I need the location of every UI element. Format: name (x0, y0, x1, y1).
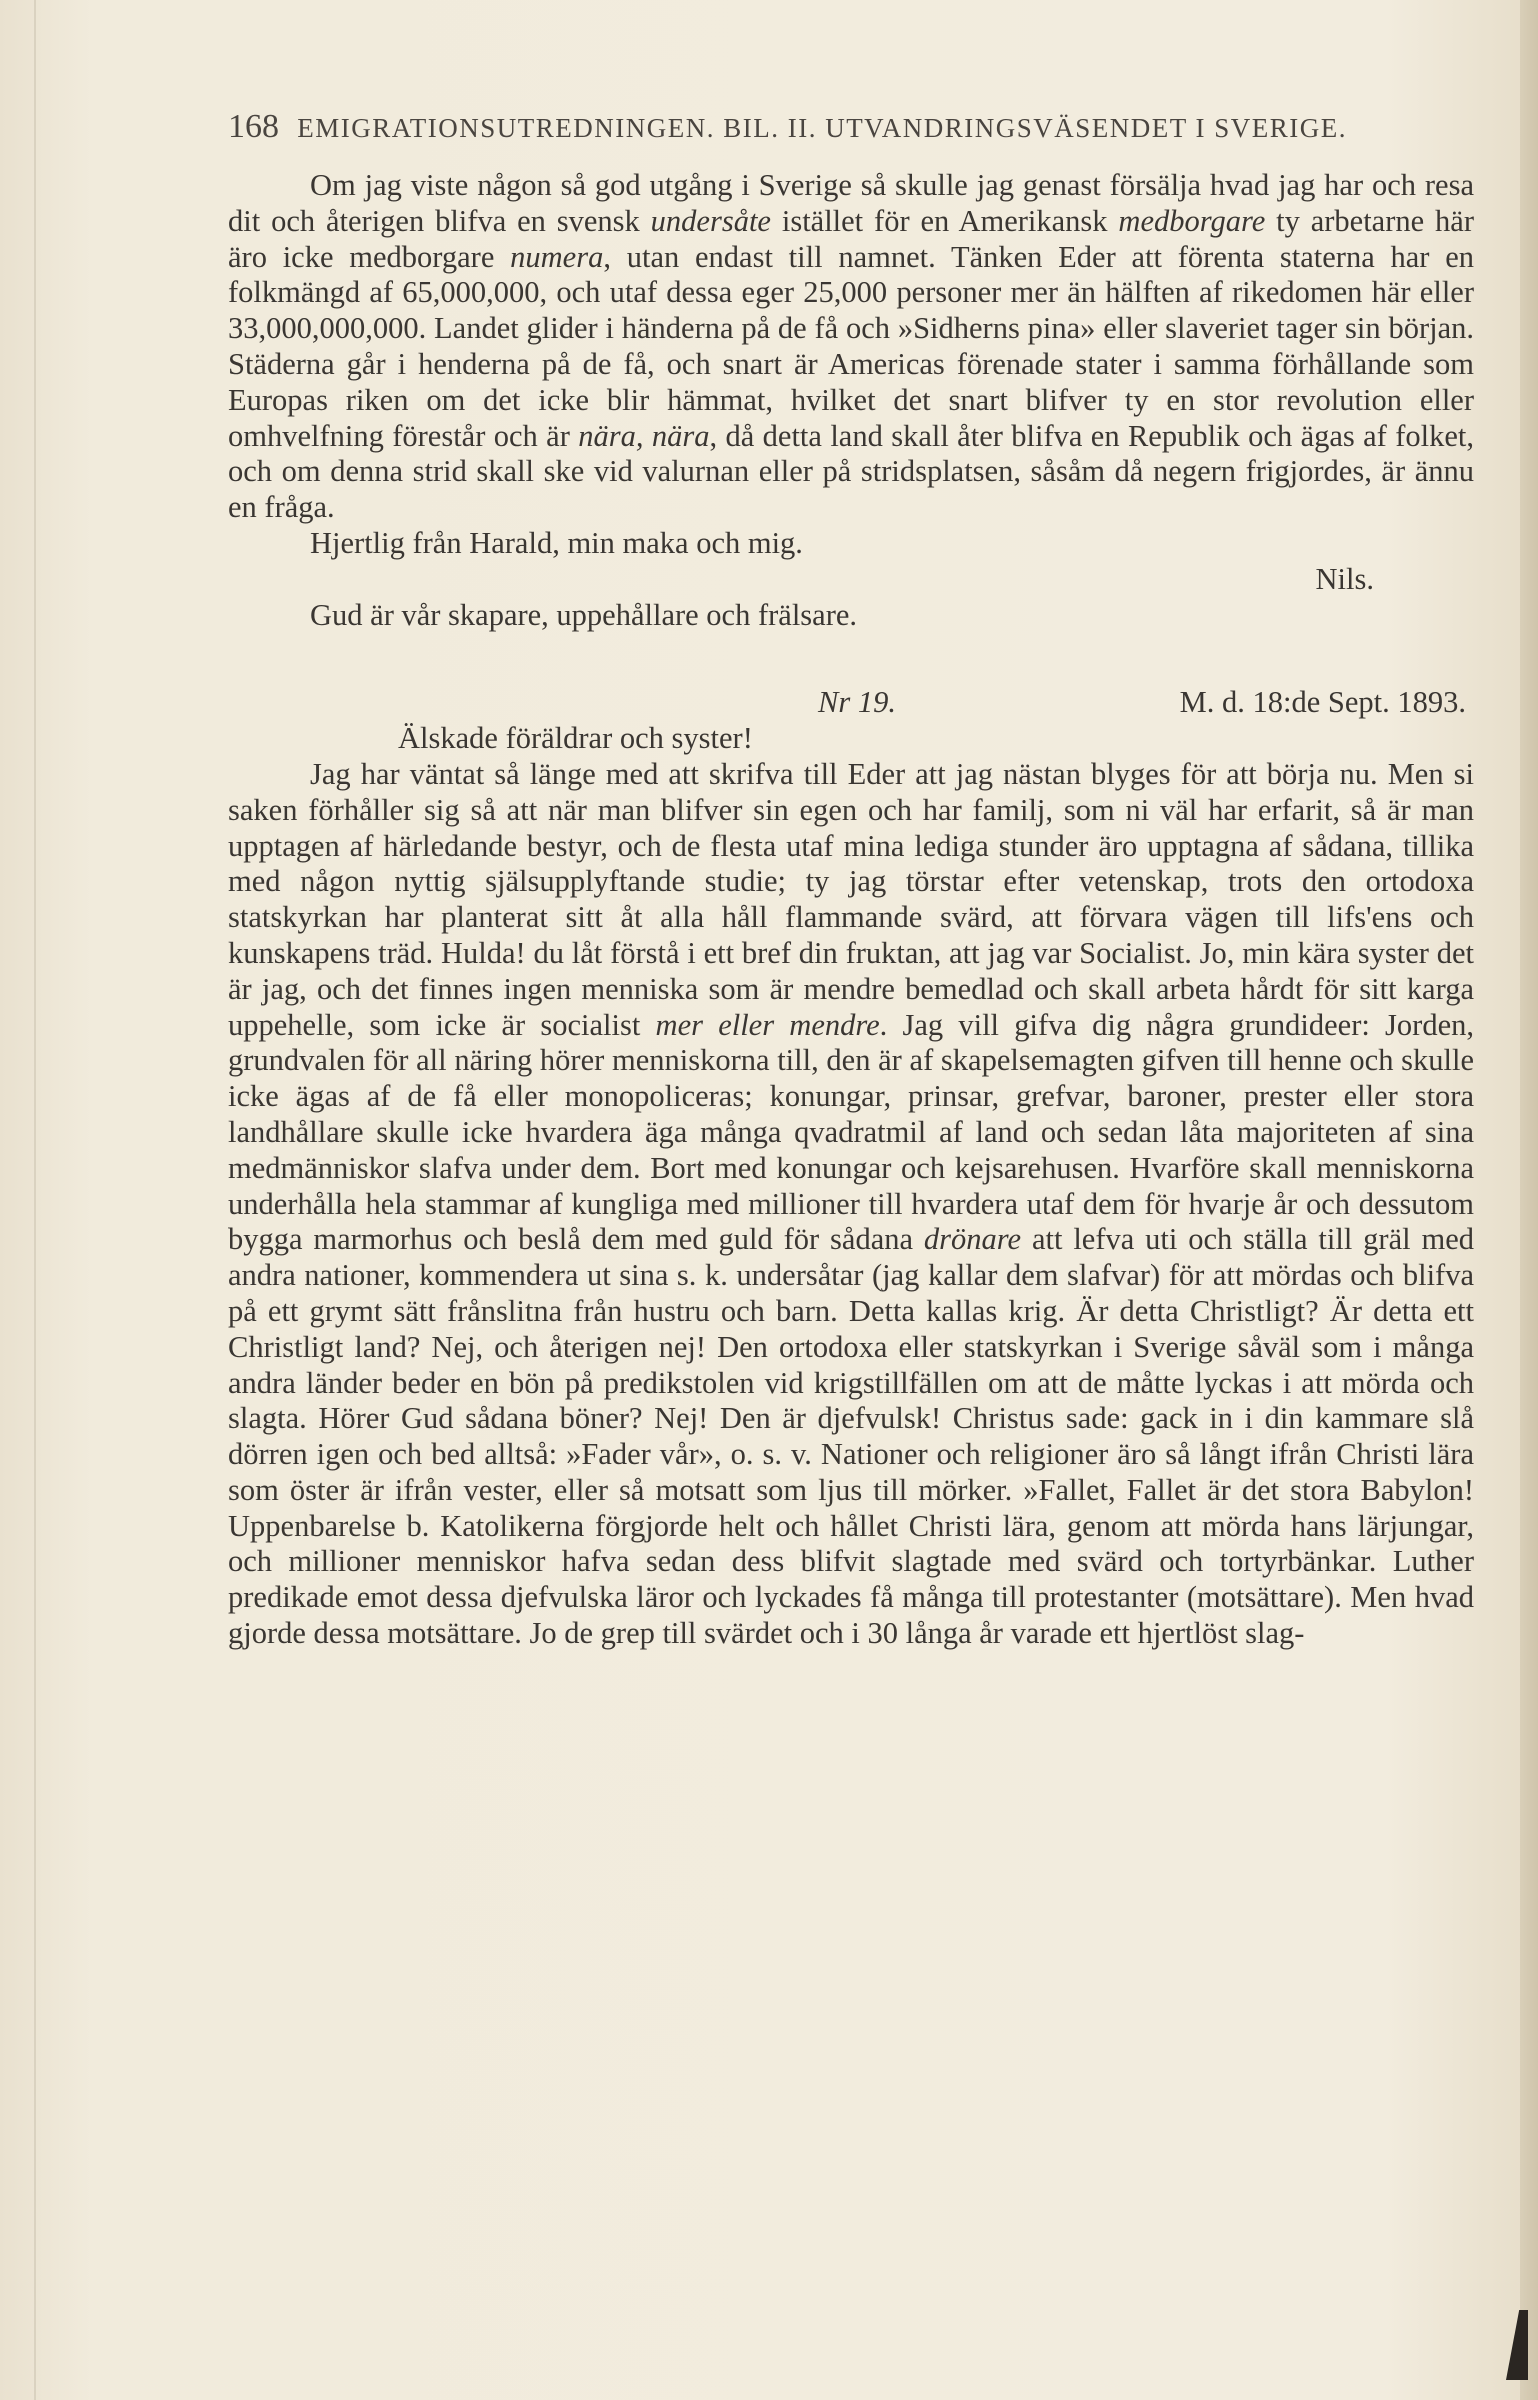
letter1-signature: Nils. (1315, 561, 1374, 596)
italic-run: nära, nära (578, 418, 710, 453)
text-run: , utan endast till namnet. Tänken Eder att förenta staterna har en folkmängd af 65,000,000, och utaf dessa eger 25,000 personer mer än hälften af rikedomen här eller 33,000,000,000. Landet glider i händerna på de få och »Sidherns pina» eller slaveriet tager sin början. Städerna går i henderna på de få, och snart är Americas förenade stater i samma förhållande som Europas riken om det icke blir hämmat, hvilket det snart blifver ty en stor revolution eller omhvelfning förestår och är (228, 239, 1474, 453)
letter1-greeting: Hjertlig från Harald, min maka och mig. (310, 525, 803, 560)
italic-run: numera (510, 239, 604, 274)
letter1-paragraph (228, 168, 1474, 526)
letter2-body (228, 757, 1474, 1652)
italic-run: medborgare (1118, 203, 1266, 238)
page-corner-mark (1506, 2310, 1528, 2380)
text-run: Om jag viste någon så god utgång i Sverige så skulle jag genast försälja hvad jag har och resa dit och återigen blifva en svensk (228, 168, 1474, 238)
page-edge (1520, 0, 1538, 2400)
italic-run: mer eller mendre (655, 1007, 880, 1042)
letter-number: Nr 19. (818, 685, 896, 720)
text-run: ty arbetarne här äro icke medborgare (228, 203, 1474, 274)
italic-run: drönare (923, 1222, 1022, 1257)
italic-run: undersåte (650, 203, 771, 238)
text-run: istället för en Amerikansk (770, 203, 1119, 238)
page-gutter-shadow (34, 0, 36, 2400)
text-run: att lefva uti och ställa till gräl med andra nationer, kommendera ut sina s. k. undersåtar (jag kallar dem slafvar) för att mördas och blifva på ett grymt sätt frånslitna från hustru och barn. Detta kallas krig. Är detta Christligt? Är detta ett Christligt land? Nej, och återigen nej! Den ortodoxa eller statskyrkan i Sverige såväl som i många andra länder beder en bön på predikstolen vid krigstillfällen om att de måtte lyckas i att mörda och slagta. Hörer Gud sådana böner? Nej! Den är djefvulsk! Christus sade: gack in i din kammare slå dörren igen och bed alltså: »Fader vår», o. s. v. Nationer och religioner äro så långt ifrån Christi lära som öster är ifrån vester, eller så motsatt som ljus till mörker. »Fallet, Fallet är det stora Babylon! Uppenbarelse b. Katolikerna förgjorde helt och hållet Christi lära, genom att mörda hans lärjungar, och millioner menniskor hafva sedan dess blifvit slagtade med svärd och tortyrbänkar. Luther predikade emot dessa djefvulska läror och lyckades få många till protestanter (motsättare). Men hvad gjorde dessa motsättare. Jo de grep till svärdet och i 30 långa år varade ett hjertlöst slag- (228, 1222, 1474, 1651)
text-run: . Jag vill gifva dig några grundideer: Jorden, grundvalen för all näring hörer menniskorna till, den är af skapelsemagten gifven till henne och skulle icke ägas af de få eller monopoliceras; konungar, prinsar, grefvar, baroner, prester eller stora landhållare skulle icke hvardera äga många qvadratmil af land och sedan låta majoriteten af sina medmänniskor slafva under dem. Bort med konungar och kejsarehusen. Hvarföre skall menniskorna underhålla hela stammar af kungliga med millioner till hvardera utaf dem för hvarje år och dessutom bygga marmorhus och beslå dem med guld för sådana (228, 1007, 1474, 1257)
text-run: Jag har väntat så länge med att skrifva till Eder att jag nästan blyges för att börja nu. Men si saken förhåller sig så att när man blifver sin egen och har familj, som ni väl har erfarit, så är man upptagen af härledande bestyr, och de flesta utaf mina lediga stunder äro upptagna af sådana, tillika med någon nyttig själsupplyftande studie; ty jag törstar efter vetenskap, trots den ortodoxa statskyrkan har planterat sitt åt alla håll flammande svärd, att förvara vägen till lifs'ens och kunskapens träd. Hulda! du låt förstå i ett bref din fruktan, att jag var Socialist. Jo, min kära syster det är jag, och det finnes ingen menniska som är mendre bemedlad och skall arbeta hårdt för sitt karga uppehelle, som icke är socialist (228, 756, 1474, 1042)
letter2-heading (228, 685, 1474, 721)
running-header (228, 108, 1488, 146)
page-number: 168 (228, 108, 279, 145)
running-title: EMIGRATIONSUTREDNINGEN. BIL. II. UTVANDRINGSVÄSENDET I SVERIGE. (297, 113, 1347, 143)
letter2-salutation: Älskade föräldrar och syster! (398, 721, 753, 756)
letter-place-date: M. d. 18:de Sept. 1893. (1179, 685, 1466, 720)
text-run: , då detta land skall åter blifva en Republik och ägas af folket, och om denna strid skall ske vid valurnan eller på stridsplatsen, såsåm då negern frigjordes, är ännu en fråga. (228, 418, 1474, 525)
letter1-closing: Gud är vår skapare, uppehållare och frälsare. (310, 597, 858, 632)
page-body (228, 168, 1474, 1652)
